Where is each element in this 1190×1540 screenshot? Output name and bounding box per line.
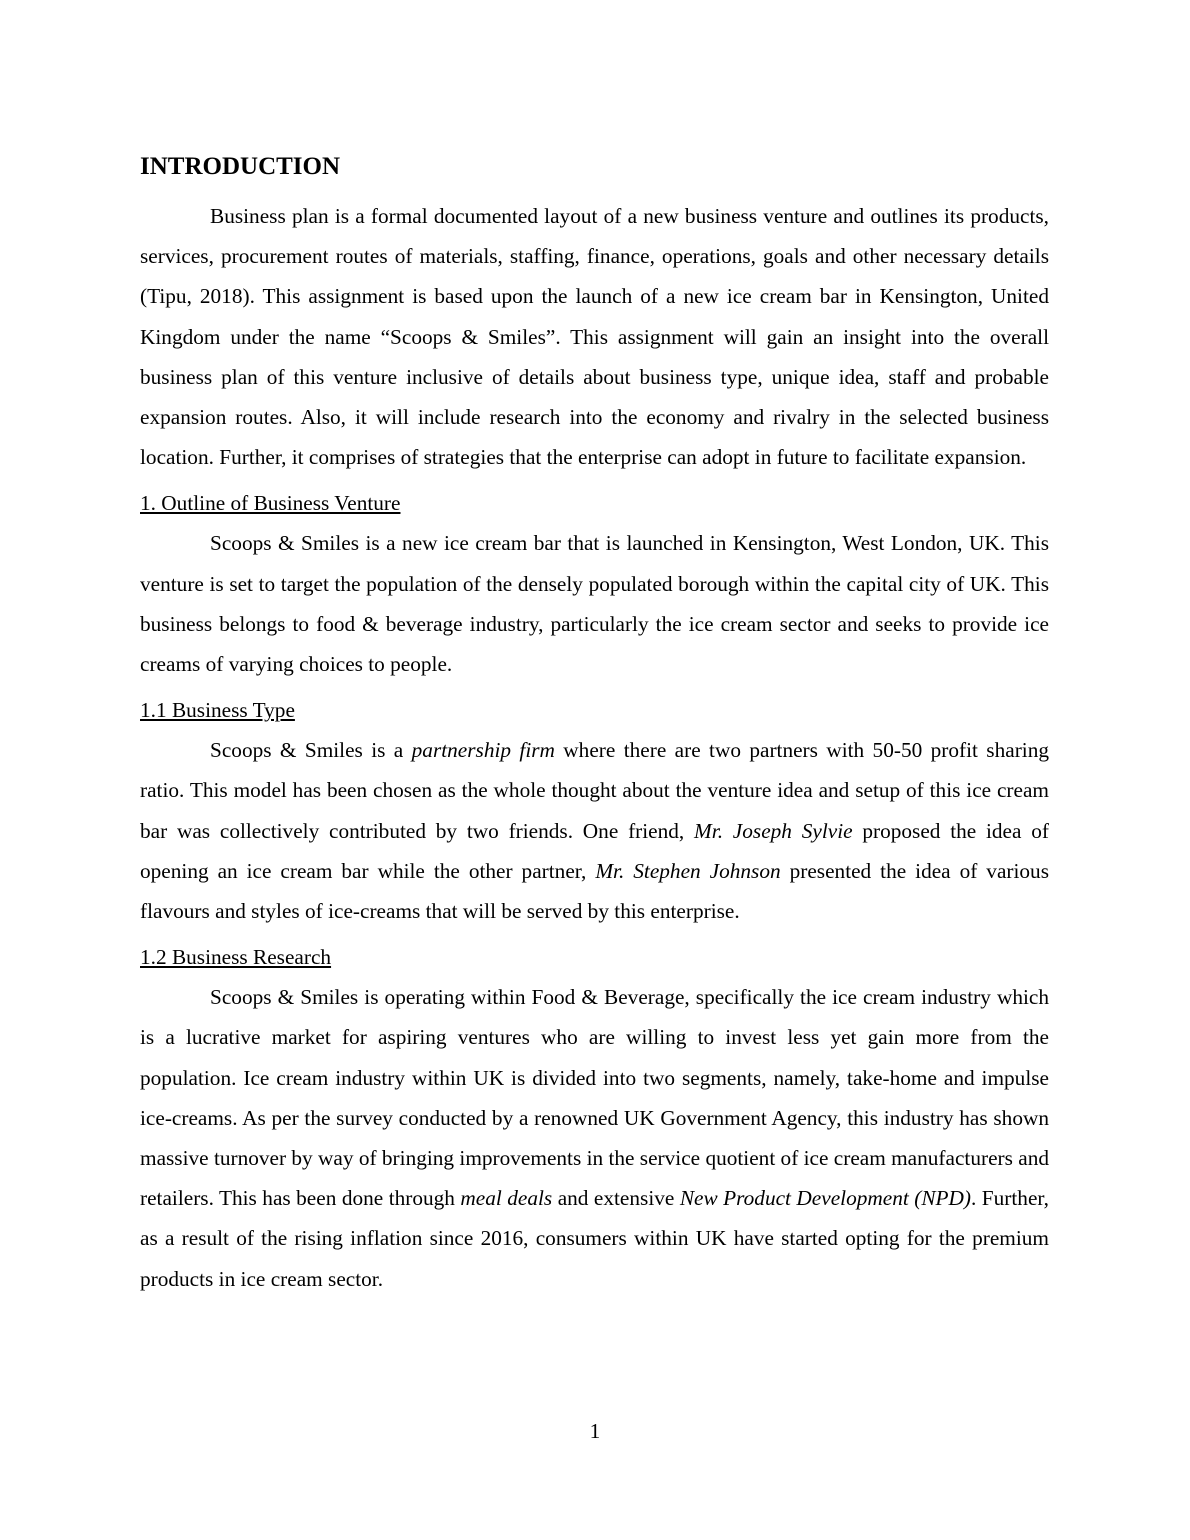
emphasis-partner-two: Mr. Stephen Johnson [595, 858, 781, 883]
emphasis-meal-deals: meal deals [460, 1186, 553, 1211]
document-page [140, 148, 1049, 1309]
text-run: Scoops & Smiles is operating within Food & Beverage, specifically the ice cream industry which is a lucrative market for aspiring ventures who are willing to invest less yet gain more from the population. Ice cream industry within UK is divided into two segments, namely, take-home and impulse ice-creams. As per the survey conducted by a renowned UK Government Agency, this industry has shown massive turnover by way of bringing improvements in the service quotient of ice cream manufacturers and retailers. This has been done through [140, 985, 1049, 1211]
page-title: INTRODUCTION [140, 153, 341, 180]
text-run: and extensive [552, 1186, 680, 1211]
business-type-paragraph [140, 730, 1049, 931]
text-run: . Further, as a result of the rising inflation since 2016, consumers within UK have started opting for the premium products in ice cream sector. [140, 1186, 1049, 1291]
text-run: where there are two partners with 50-50 profit sharing ratio. This model has been chosen as the whole thought about the venture idea and setup of this ice cream bar was collectively contributed by two friends. One friend, [140, 738, 1050, 843]
text-run: presented the idea of various flavours and styles of ice-creams that will be served by this enterprise. [140, 858, 1049, 924]
page-number: 1 [589, 1419, 601, 1443]
emphasis-partnership: partnership firm [411, 738, 555, 763]
section-heading-business-type: 1.1 Business Type [140, 698, 295, 723]
section-heading-outline: 1. Outline of Business Venture [140, 491, 401, 516]
emphasis-partner-one: Mr. Joseph Sylvie [694, 818, 853, 843]
business-research-paragraph [140, 977, 1049, 1299]
intro-paragraph: Business plan is a formal documented layout of a new business venture and outlines its products, services, procurement routes of materials, staffing, finance, operations, goals and other necessary details (Tipu, 2018). This assignment is based upon the launch of a new ice cream bar in Kensington, United Kingdom under the name “Scoops & Smiles”. This assignment will gain an insight into the overall business plan of this venture inclusive of details about business type, unique idea, staff and probable expansion routes. Also, it will include research into the economy and rivalry in the selected business location. Further, it comprises of strategies that the enterprise can adopt in future to facilitate expansion. [140, 204, 1049, 470]
outline-paragraph: Scoops & Smiles is a new ice cream bar that is launched in Kensington, West London, UK. This venture is set to target the population of the densely populated borough within the capital city of UK. This business belongs to food & beverage industry, particularly the ice cream sector and seeks to provide ice creams of varying choices to people. [140, 531, 1049, 677]
text-run: Scoops & Smiles is a [210, 738, 412, 763]
text-run: proposed the idea of opening an ice cream bar while the other partner, [140, 818, 1049, 883]
section-heading-business-research: 1.2 Business Research [140, 945, 332, 970]
emphasis-npd: New Product Development (NPD) [679, 1186, 972, 1211]
